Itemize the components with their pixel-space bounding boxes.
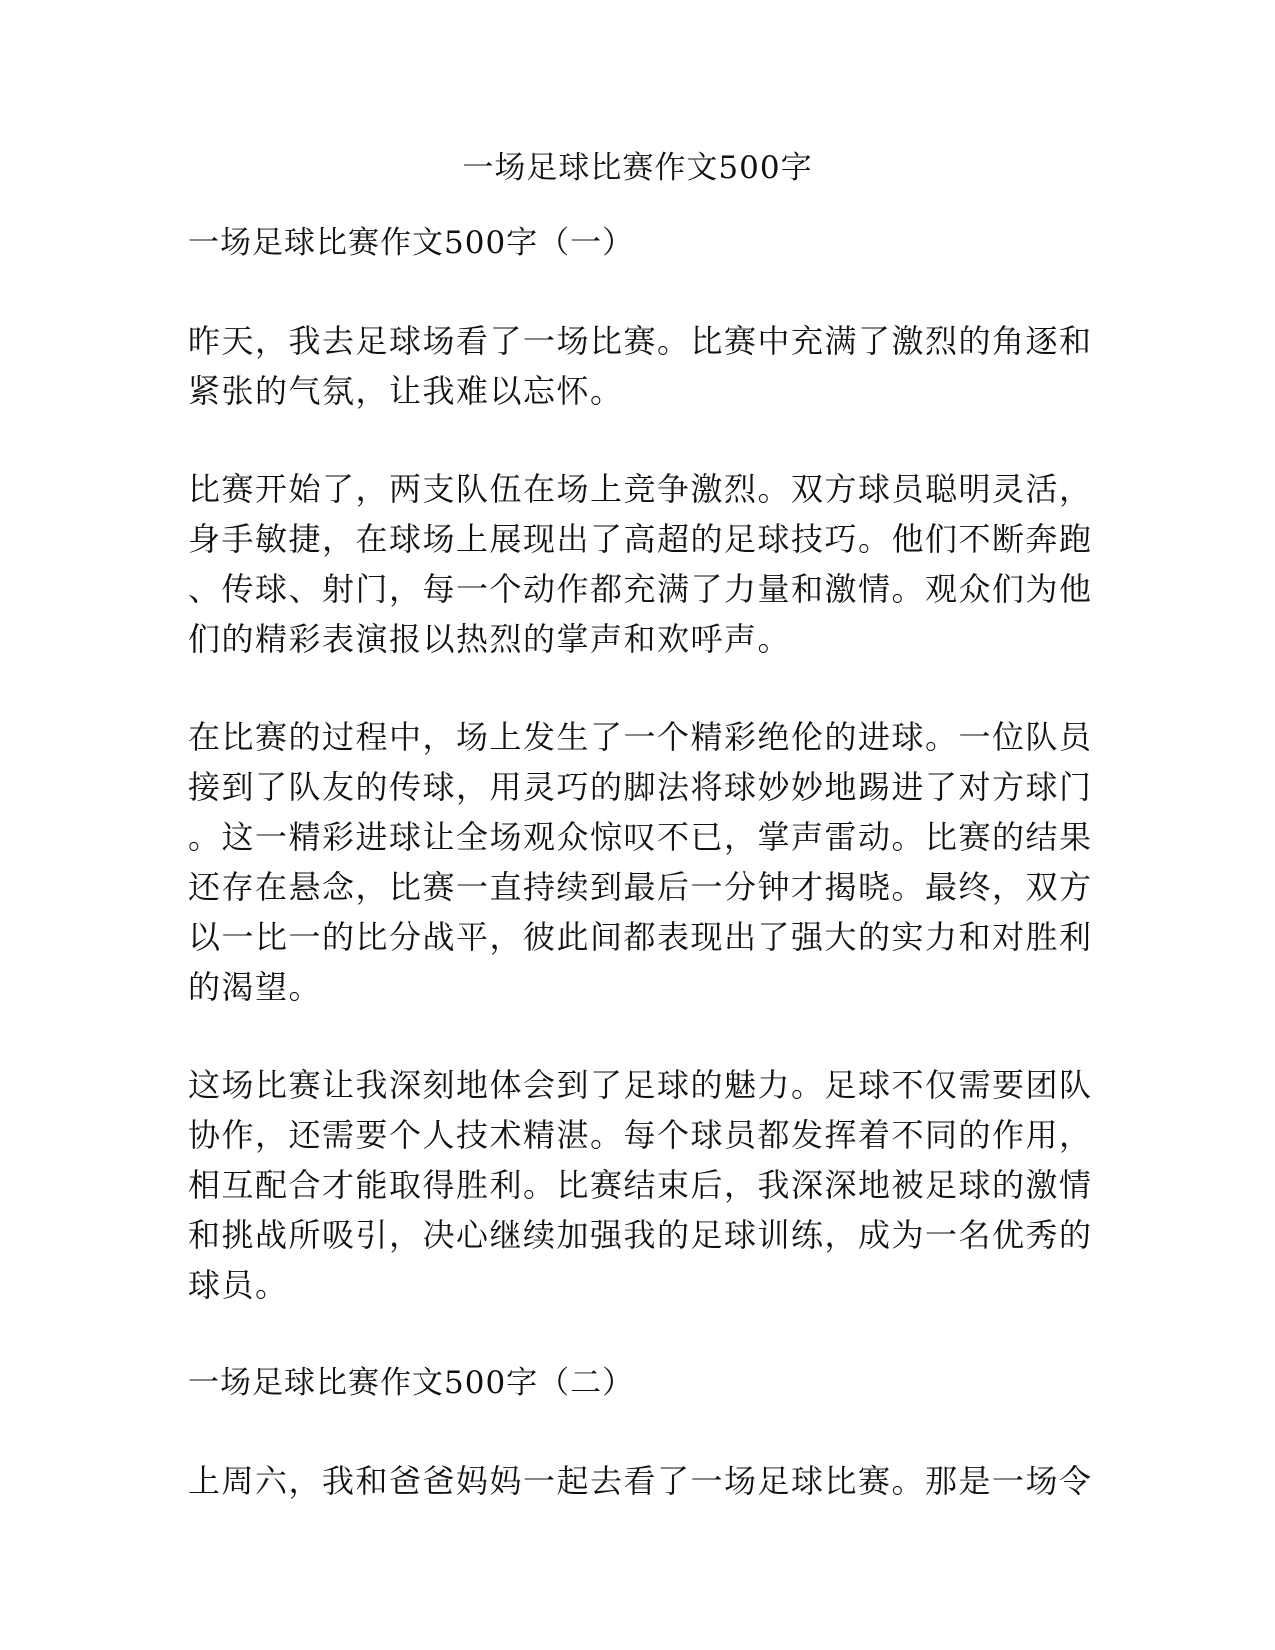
document-title: 一场足球比赛作文500字 xyxy=(462,150,813,186)
paragraph-line: 还存在悬念，比赛一直持续到最后一分钟才揭晓。最终，双方 xyxy=(188,868,1093,906)
paragraph-4 xyxy=(188,1060,1093,1310)
paragraph-line: 、传球、射门，每一个动作都充满了力量和激情。观众们为他 xyxy=(188,570,1093,608)
paragraph-line: 协作，还需要个人技术精湛。每个球员都发挥着不同的作用， xyxy=(188,1116,1093,1154)
paragraph-line: 和挑战所吸引，决心继续加强我的足球训练，成为一名优秀的 xyxy=(188,1216,1093,1254)
paragraph-line: 比赛开始了，两支队伍在场上竞争激烈。双方球员聪明灵活， xyxy=(188,470,1093,508)
paragraph-2 xyxy=(188,464,1093,664)
paragraph-line: 紧张的气氛，让我难以忘怀。 xyxy=(188,372,624,410)
paragraph-line: 在比赛的过程中，场上发生了一个精彩绝伦的进球。一位队员 xyxy=(188,718,1093,756)
paragraph-line: 以一比一的比分战平，彼此间都表现出了强大的实力和对胜利 xyxy=(188,918,1093,956)
paragraph-5 xyxy=(188,1456,1093,1506)
paragraph-line: 昨天，我去足球场看了一场比赛。比赛中充满了激烈的角逐和 xyxy=(188,322,1093,360)
paragraph-line: 们的精彩表演报以热烈的掌声和欢呼声。 xyxy=(188,620,792,658)
document-body xyxy=(188,218,1093,1506)
paragraph-line: 。这一精彩进球让全场观众惊叹不已，掌声雷动。比赛的结果 xyxy=(188,818,1093,856)
paragraph-line: 身手敏捷，在球场上展现出了高超的足球技巧。他们不断奔跑 xyxy=(188,520,1093,558)
paragraph-line: 球员。 xyxy=(188,1266,289,1304)
paragraph-1 xyxy=(188,316,1093,416)
paragraph-line: 接到了队友的传球，用灵巧的脚法将球妙妙地踢进了对方球门 xyxy=(188,768,1093,806)
section-heading-2: 一场足球比赛作文500字（二） xyxy=(188,1365,635,1401)
paragraph-line: 这场比赛让我深刻地体会到了足球的魅力。足球不仅需要团队 xyxy=(188,1066,1093,1104)
paragraph-line: 上周六，我和爸爸妈妈一起去看了一场足球比赛。那是一场令 xyxy=(188,1462,1093,1500)
section-heading-1: 一场足球比赛作文500字（一） xyxy=(188,225,635,261)
paragraph-line: 相互配合才能取得胜利。比赛结束后，我深深地被足球的激情 xyxy=(188,1166,1093,1204)
paragraph-line: 的渴望。 xyxy=(188,968,323,1006)
paragraph-3 xyxy=(188,712,1093,1012)
